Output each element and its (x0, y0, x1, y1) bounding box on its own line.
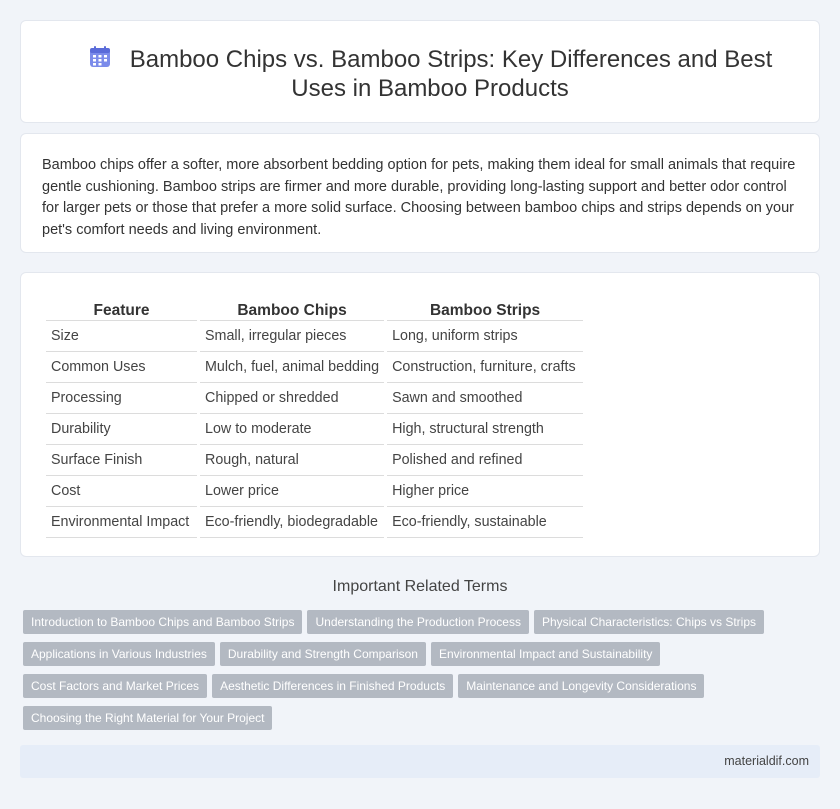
table-row (46, 352, 583, 383)
related-term-tag[interactable]: Applications in Various Industries (23, 642, 215, 666)
table-row (46, 321, 583, 352)
related-term-tag[interactable]: Durability and Strength Comparison (220, 642, 426, 666)
table-header-row (46, 295, 583, 321)
table-cell: Construction, furniture, crafts (387, 352, 583, 383)
intro-paragraph: Bamboo chips offer a softer, more absorbent bedding option for pets, making them ideal for small animals that require gentle cushioning. Bamboo strips are firmer and more durable, providing long-lasting support and better odor control for larger pets or those that prefer a more solid surface. Choosing between bamboo chips and strips depends on your pet's comfort needs and living environment. (42, 157, 796, 238)
table-row (46, 476, 583, 507)
page-title (61, 45, 799, 103)
header-card (20, 20, 820, 123)
page-title-text: Bamboo Chips vs. Bamboo Strips: Key Differences and Best Uses in Bamboo Products (129, 46, 773, 102)
title-wrap (61, 45, 799, 103)
table-cell: Higher price (387, 476, 583, 507)
related-terms-list (23, 610, 803, 738)
table-cell: Size (46, 321, 197, 352)
table-row (46, 383, 583, 414)
footer-site-link[interactable]: materialdif.com (724, 754, 809, 768)
footer (20, 745, 820, 778)
related-term-tag[interactable]: Introduction to Bamboo Chips and Bamboo Strips (23, 610, 302, 634)
table-header-feature: Feature (46, 295, 197, 321)
table-cell: Common Uses (46, 352, 197, 383)
table-cell: Chipped or shredded (200, 383, 384, 414)
intro-card (20, 133, 820, 253)
related-term-tag[interactable]: Choosing the Right Material for Your Project (23, 706, 272, 730)
table-cell: Long, uniform strips (387, 321, 583, 352)
table-cell: Rough, natural (200, 445, 384, 476)
related-terms-title: Important Related Terms (332, 578, 508, 595)
comparison-table-card (20, 272, 820, 557)
table-cell: Eco-friendly, biodegradable (200, 507, 384, 538)
related-term-tag[interactable]: Aesthetic Differences in Finished Products (212, 674, 453, 698)
table-cell: High, structural strength (387, 414, 583, 445)
table-cell: Environmental Impact (46, 507, 197, 538)
table-cell: Sawn and smoothed (387, 383, 583, 414)
table-header-bamboo-strips: Bamboo Strips (387, 295, 583, 321)
table-row (46, 445, 583, 476)
table-cell: Small, irregular pieces (200, 321, 384, 352)
table-cell: Eco-friendly, sustainable (387, 507, 583, 538)
table-cell: Surface Finish (46, 445, 197, 476)
table-header-bamboo-chips: Bamboo Chips (200, 295, 384, 321)
table-cell: Low to moderate (200, 414, 384, 445)
table-cell: Processing (46, 383, 197, 414)
calendar-icon (88, 45, 112, 69)
related-term-tag[interactable]: Maintenance and Longevity Considerations (458, 674, 704, 698)
table-cell: Mulch, fuel, animal bedding (200, 352, 384, 383)
comparison-table (43, 295, 586, 538)
related-term-tag[interactable]: Physical Characteristics: Chips vs Strips (534, 610, 764, 634)
related-term-tag[interactable]: Understanding the Production Process (307, 610, 528, 634)
table-cell: Polished and refined (387, 445, 583, 476)
related-term-tag[interactable]: Cost Factors and Market Prices (23, 674, 207, 698)
table-cell: Cost (46, 476, 197, 507)
table-cell: Lower price (200, 476, 384, 507)
related-term-tag[interactable]: Environmental Impact and Sustainability (431, 642, 660, 666)
table-cell: Durability (46, 414, 197, 445)
table-row (46, 507, 583, 538)
table-row (46, 414, 583, 445)
